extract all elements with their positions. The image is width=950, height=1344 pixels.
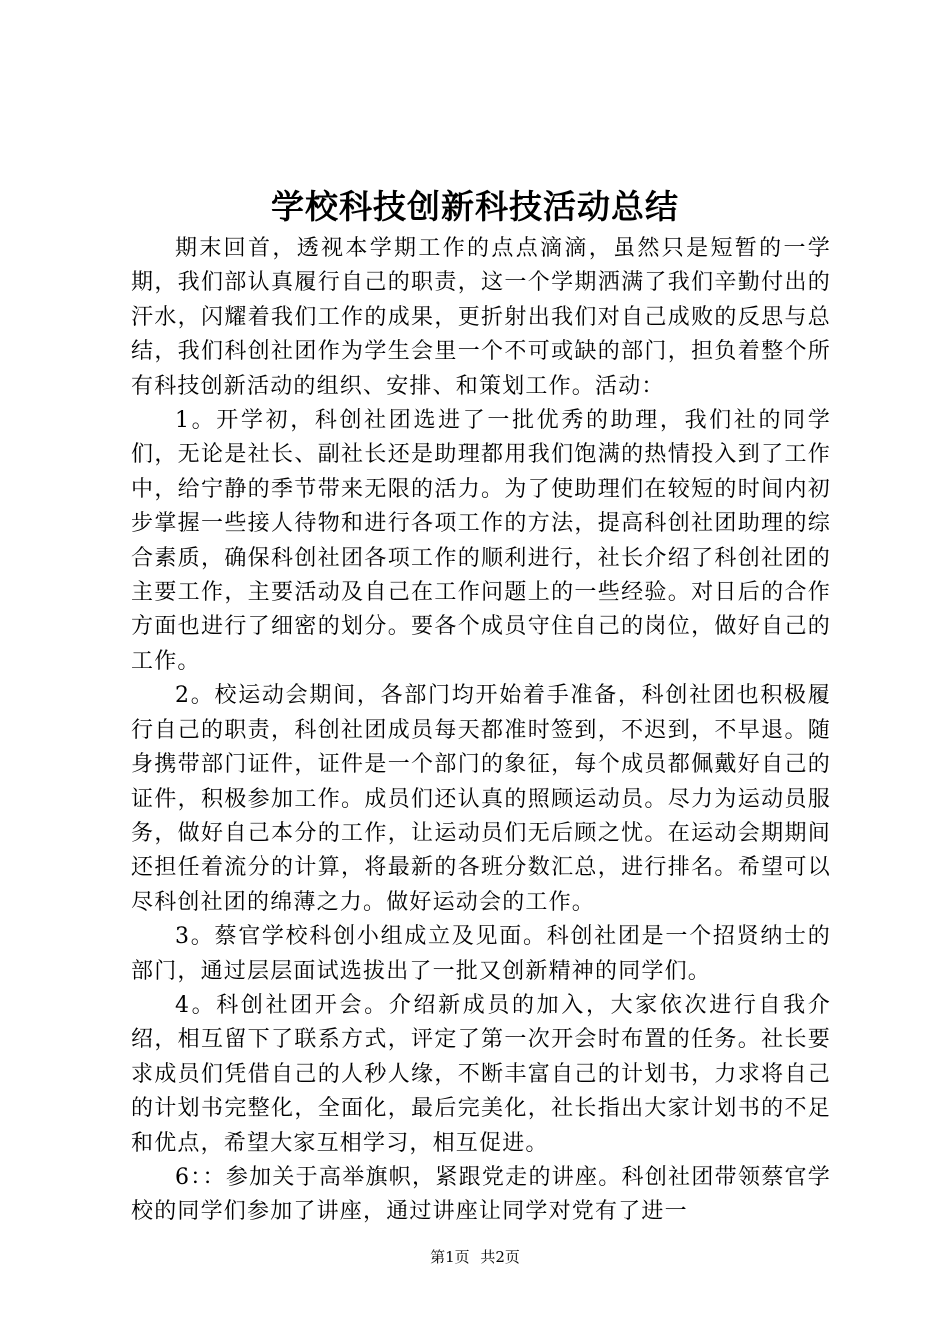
paragraph: 期末回首，透视本学期工作的点点滴滴，虽然只是短暂的一学期，我们部认真履行自己的职责，这一个学期洒满了我们辛勤付出的汗水，闪耀着我们工作的成果，更折射出我们对自己成败的反思与总结，我们科创社团作为学生会里一个不可或缺的部门，担负着整个所有科技创新活动的组织、安排、和策划工作。活动： — [131, 236, 831, 399]
page-total: 共2页 — [480, 1248, 520, 1266]
paragraph: 4。科创社团开会。介绍新成员的加入，大家依次进行自我介绍，相互留下了联系方式，评定了第一次开会时布置的任务。社长要求成员们凭借自己的人秒人缘，不断丰富自己的计划书，力求将自己的计划书完整化，全面化，最后完美化，社长指出大家计划书的不足和优点，希望大家互相学习，相互促进。 — [131, 992, 831, 1156]
document-title: 学校科技创新科技活动总结 — [271, 187, 679, 226]
document-body — [131, 232, 831, 1230]
paragraph: 2。校运动会期间，各部门均开始着手准备，科创社团也积极履行自己的职责，科创社团成员每天都准时签到，不迟到，不早退。随身携带部门证件，证件是一个部门的象征，每个成员都佩戴好自己的证件，积极参加工作。成员们还认真的照顾运动员。尽力为运动员服务，做好自己本分的工作，让运动员们无后顾之忧。在运动会期期间还担任着流分的计算，将最新的各班分数汇总，进行排名。希望可以尽科创社团的绵薄之力。做好运动会的工作。 — [131, 683, 831, 915]
paragraph: 6：：参加关于高举旗帜，紧跟党走的讲座。科创社团带领蔡官学校的同学们参加了讲座，通过讲座让同学对党有了进一 — [131, 1164, 831, 1225]
paragraph: 3。蔡官学校科创小组成立及见面。科创社团是一个招贤纳士的部门，通过层层面试选拔出了一批又创新精神的同学们。 — [131, 924, 831, 984]
paragraph: 1。开学初，科创社团选进了一批优秀的助理，我们社的同学们，无论是社长、副社长还是助理都用我们饱满的热情投入到了工作中，给宁静的季节带来无限的活力。为了使助理们在较短的时间内初步掌握一些接人待物和进行各项工作的方法，提高科创社团助理的综合素质，确保科创社团各项工作的顺利进行，社长介绍了科创社团的主要工作，主要活动及自己在工作问题上的一些经验。对日后的合作方面也进行了细密的划分。要各个成员守住自己的岗位，做好自己的工作。 — [131, 408, 831, 674]
page-number: 第1页 — [430, 1248, 470, 1266]
page-footer — [0, 1247, 950, 1267]
